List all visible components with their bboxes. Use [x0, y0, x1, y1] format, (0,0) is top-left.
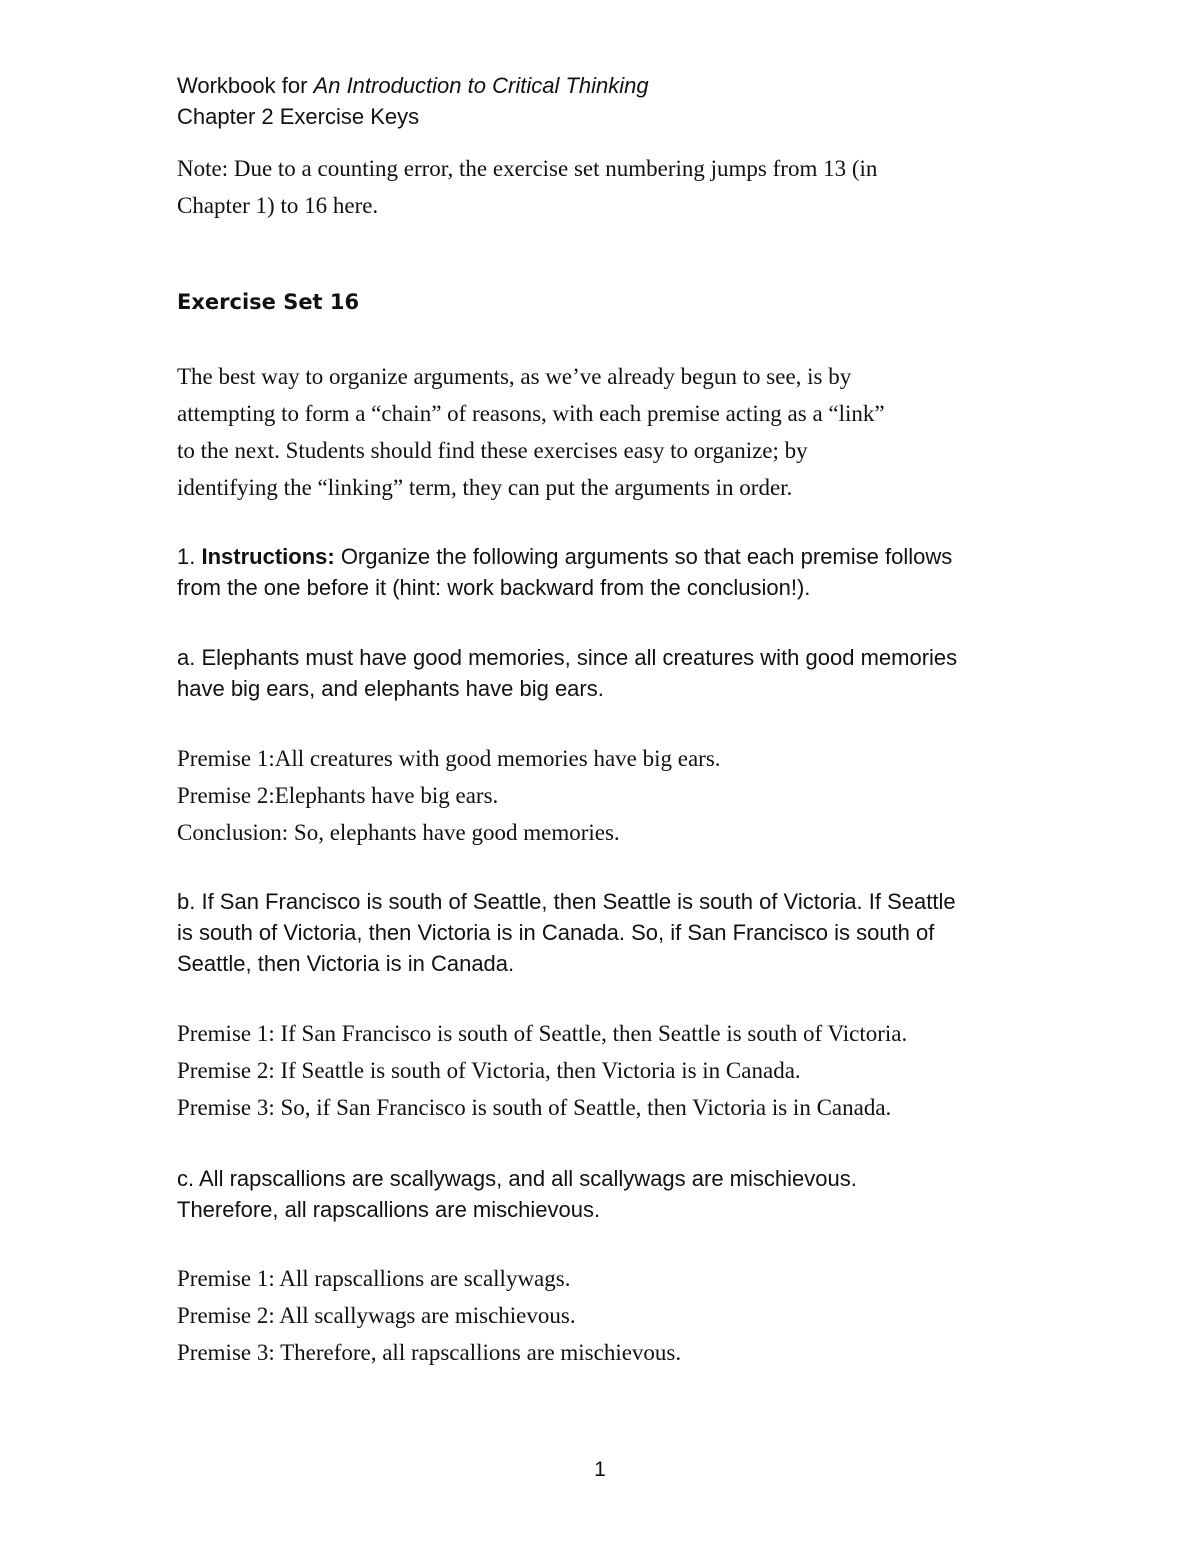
note-paragraph: [177, 150, 1037, 224]
exercise-b-answer: [177, 1015, 1037, 1126]
exercise-a-answer-1: Premise 1:All creatures with good memories have big ears.: [177, 746, 721, 771]
exercise-b-prompt: [177, 886, 1037, 979]
exercise-a-prompt-line-1: a. Elephants must have good memories, since all creatures with good memories: [177, 645, 958, 670]
exercise-c-answer: [177, 1260, 1037, 1371]
page-number: 1: [594, 1458, 606, 1481]
exercise-c-answer-3: Premise 3: Therefore, all rapscallions are mischievous.: [177, 1340, 682, 1365]
exercise-b-prompt-line-1: b. If San Francisco is south of Seattle, then Seattle is south of Victoria. If Seattle: [177, 889, 956, 914]
intro-paragraph: [177, 358, 1037, 506]
intro-line-4: identifying the “linking” term, they can put the arguments in order.: [177, 475, 793, 500]
instructions-line-1: [177, 541, 1037, 572]
exercise-c-prompt: [177, 1163, 1037, 1225]
exercise-a-answer-3: Conclusion: So, elephants have good memories.: [177, 820, 620, 845]
exercise-c-prompt-line-2: Therefore, all rapscallions are mischievous.: [177, 1197, 601, 1222]
note-line-2: Chapter 1) to 16 here.: [177, 193, 379, 218]
header-title-prefix: Workbook for: [177, 73, 314, 98]
instructions-label: Instructions:: [201, 544, 335, 569]
document-header: [177, 70, 1037, 132]
exercise-c-prompt-line-1: c. All rapscallions are scallywags, and all scallywags are mischievous.: [177, 1166, 857, 1191]
exercise-b-answer-2: Premise 2: If Seattle is south of Victoria, then Victoria is in Canada.: [177, 1058, 801, 1083]
header-title-book: An Introduction to Critical Thinking: [313, 73, 649, 98]
instructions-text: Organize the following arguments so that each premise follows: [334, 544, 953, 569]
section-title: Exercise Set 16: [177, 290, 360, 314]
exercise-b-prompt-line-2: is south of Victoria, then Victoria is in Canada. So, if San Francisco is south of: [177, 920, 935, 945]
exercise-a-answer: [177, 740, 1037, 851]
exercise-a-answer-2: Premise 2:Elephants have big ears.: [177, 783, 499, 808]
header-title: [177, 70, 1037, 101]
exercise-b-prompt-line-3: Seattle, then Victoria is in Canada.: [177, 951, 515, 976]
intro-line-2: attempting to form a “chain” of reasons, with each premise acting as a “link”: [177, 401, 885, 426]
exercise-a-prompt: [177, 642, 1037, 704]
intro-line-1: The best way to organize arguments, as we’ve already begun to see, is by: [177, 364, 852, 389]
instructions-line-2: from the one before it (hint: work backward from the conclusion!).: [177, 575, 811, 600]
exercise-c-answer-1: Premise 1: All rapscallions are scallywags.: [177, 1266, 571, 1291]
exercise-a-prompt-line-2: have big ears, and elephants have big ears.: [177, 676, 604, 701]
intro-line-3: to the next. Students should find these exercises easy to organize; by: [177, 438, 808, 463]
instructions-number: 1.: [177, 544, 202, 569]
exercise-b-answer-3: Premise 3: So, if San Francisco is south of Seattle, then Victoria is in Canada.: [177, 1095, 892, 1120]
instructions-paragraph: [177, 541, 1037, 603]
header-subtitle: Chapter 2 Exercise Keys: [177, 104, 420, 129]
exercise-b-answer-1: Premise 1: If San Francisco is south of Seattle, then Seattle is south of Victoria.: [177, 1021, 908, 1046]
note-line-1: Note: Due to a counting error, the exercise set numbering jumps from 13 (in: [177, 156, 878, 181]
exercise-c-answer-2: Premise 2: All scallywags are mischievous.: [177, 1303, 576, 1328]
